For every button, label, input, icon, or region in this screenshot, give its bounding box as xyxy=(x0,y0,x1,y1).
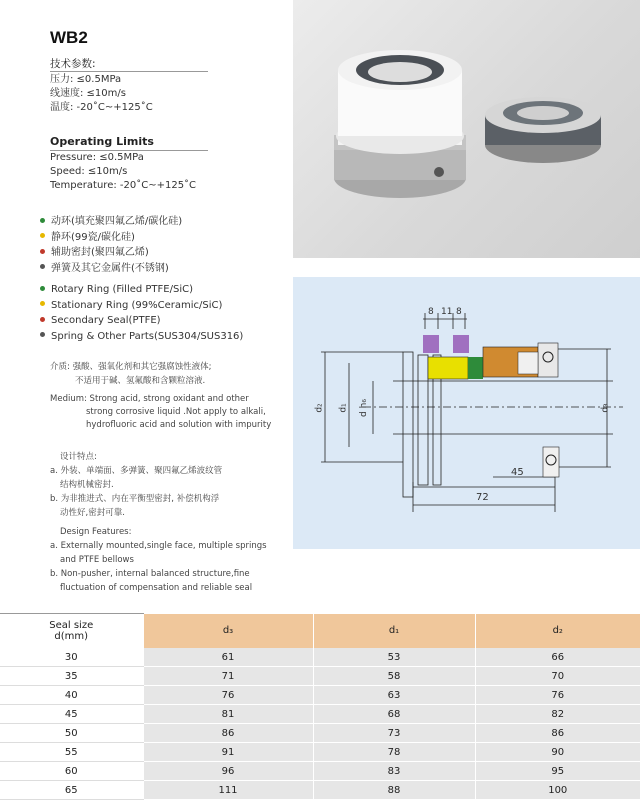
value-cell: 53 xyxy=(313,648,475,667)
tech-line: 线速度: ≤10m/s xyxy=(50,88,126,99)
dim-label: 72 xyxy=(476,492,489,503)
header-seal-size: Seal size d(mm) xyxy=(0,614,143,649)
value-cell: 63 xyxy=(313,686,475,705)
header-d2: d₂ xyxy=(475,614,640,649)
design-header-en: Design Features: xyxy=(60,527,132,537)
design-en-a2: and PTFE bellows xyxy=(60,555,134,565)
mechanical-seal-photo xyxy=(293,0,640,258)
table-row xyxy=(0,781,640,800)
value-cell: 58 xyxy=(313,667,475,686)
design-cn-b2: 动性好,密封可靠. xyxy=(60,508,125,518)
value-cell: 70 xyxy=(475,667,640,686)
material-item: 动环(填充聚四氟乙烯/碳化硅) xyxy=(40,214,182,230)
seal-size-table xyxy=(0,613,640,800)
dim-label-d1: d₁ xyxy=(338,403,349,413)
table-row xyxy=(0,743,640,762)
dim-label-dh6: d h₆ xyxy=(358,399,369,417)
value-cell: 68 xyxy=(313,705,475,724)
value-cell: 82 xyxy=(475,705,640,724)
material-item: 静环(99瓷/碳化硅) xyxy=(40,230,182,246)
dim-label: 45 xyxy=(511,467,524,478)
seal-size-cell: 45 xyxy=(0,705,143,724)
material-item: Rotary Ring (Filled PTFE/SiC) xyxy=(40,282,243,298)
bullet-icon xyxy=(40,286,45,291)
seal-size-cell: 65 xyxy=(0,781,143,800)
value-cell: 95 xyxy=(475,762,640,781)
value-cell: 91 xyxy=(143,743,313,762)
tech-line: Speed: ≤10m/s xyxy=(50,166,128,177)
bullet-icon xyxy=(40,264,45,269)
dim-label: 8 xyxy=(456,307,462,317)
tech-line: Pressure: ≤0.5MPa xyxy=(50,152,144,163)
bullet-icon xyxy=(40,317,45,322)
table-row xyxy=(0,705,640,724)
medium-en-1: Medium: Strong acid, strong oxidant and other xyxy=(50,394,249,404)
value-cell: 76 xyxy=(475,686,640,705)
seal-cross-section-drawing xyxy=(293,277,640,549)
material-item: 弹簧及其它金属件(不锈钢) xyxy=(40,261,182,277)
design-en-b2: fluctuation of compensation and reliable seal xyxy=(60,583,253,593)
medium-en-3: hydrofluoric acid and solution with impurity xyxy=(86,420,272,430)
material-item: 辅助密封(聚四氟乙烯) xyxy=(40,245,182,261)
seal-size-cell: 35 xyxy=(0,667,143,686)
dim-label-d2: d₂ xyxy=(314,403,325,413)
material-item: Stationary Ring (99%Ceramic/SiC) xyxy=(40,298,243,314)
tech-line: 压力: ≤0.5MPa xyxy=(50,74,122,85)
operating-limits-header: Operating Limits xyxy=(50,135,154,148)
bullet-icon xyxy=(40,249,45,254)
value-cell: 100 xyxy=(475,781,640,800)
value-cell: 71 xyxy=(143,667,313,686)
tech-header-cn: 技术参数: xyxy=(50,58,96,70)
seal-size-cell: 50 xyxy=(0,724,143,743)
value-cell: 86 xyxy=(475,724,640,743)
product-photo xyxy=(293,0,640,258)
divider xyxy=(50,71,208,72)
value-cell: 66 xyxy=(475,648,640,667)
value-cell: 83 xyxy=(313,762,475,781)
tech-lines-en xyxy=(50,151,196,193)
seal-size-cell: 55 xyxy=(0,743,143,762)
value-cell: 86 xyxy=(143,724,313,743)
design-cn-a1: a. 外装、单端面、多弹簧、聚四氟乙烯波纹管 xyxy=(50,466,223,476)
value-cell: 76 xyxy=(143,686,313,705)
bullet-icon xyxy=(40,233,45,238)
dim-label: 11 xyxy=(441,307,453,317)
design-en-b1: b. Non-pusher, internal balanced structure,fine xyxy=(50,569,250,579)
bullet-icon xyxy=(40,332,45,337)
table-row xyxy=(0,686,640,705)
dim-label-d3: d₃ xyxy=(600,403,611,413)
value-cell: 111 xyxy=(143,781,313,800)
table-header-row xyxy=(0,614,640,649)
seal-size-cell: 40 xyxy=(0,686,143,705)
header-d1: d₁ xyxy=(313,614,475,649)
design-en-a1: a. Externally mounted,single face, multiple springs xyxy=(50,541,267,551)
product-title: WB2 xyxy=(50,28,88,47)
table-row xyxy=(0,724,640,743)
material-item: Spring & Other Parts(SUS304/SUS316) xyxy=(40,329,243,345)
table-row xyxy=(0,648,640,667)
table-row xyxy=(0,667,640,686)
materials-list-cn xyxy=(40,214,182,276)
bullet-icon xyxy=(40,301,45,306)
value-cell: 81 xyxy=(143,705,313,724)
medium-en-2: strong corrosive liquid .Not apply to alkali, xyxy=(86,407,266,417)
design-cn-b1: b. 为非推进式、内在平衡型密封, 补偿机构浮 xyxy=(50,494,220,504)
tech-lines-cn xyxy=(50,73,153,115)
medium-cn-2: 不适用于碱、氢氟酸和含颗粒溶液. xyxy=(75,376,206,386)
value-cell: 73 xyxy=(313,724,475,743)
tech-line: Temperature: -20˚C~+125˚C xyxy=(50,180,197,191)
design-cn-a2: 结构机械密封. xyxy=(60,480,114,490)
value-cell: 96 xyxy=(143,762,313,781)
technical-drawing xyxy=(293,277,640,549)
bullet-icon xyxy=(40,218,45,223)
medium-cn-1: 介质: 强酸、强氧化剂和其它强腐蚀性液体; xyxy=(50,362,212,372)
value-cell: 61 xyxy=(143,648,313,667)
value-cell: 78 xyxy=(313,743,475,762)
value-cell: 90 xyxy=(475,743,640,762)
material-item: Secondary Seal(PTFE) xyxy=(40,313,243,329)
tech-line: 温度: -20˚C~+125˚C xyxy=(50,102,153,113)
seal-size-cell: 60 xyxy=(0,762,143,781)
header-d3: d₃ xyxy=(143,614,313,649)
table-row xyxy=(0,762,640,781)
dim-label: 8 xyxy=(428,307,434,317)
value-cell: 88 xyxy=(313,781,475,800)
materials-list-en xyxy=(40,282,243,344)
design-header-cn: 设计特点: xyxy=(60,452,97,462)
seal-size-cell: 30 xyxy=(0,648,143,667)
